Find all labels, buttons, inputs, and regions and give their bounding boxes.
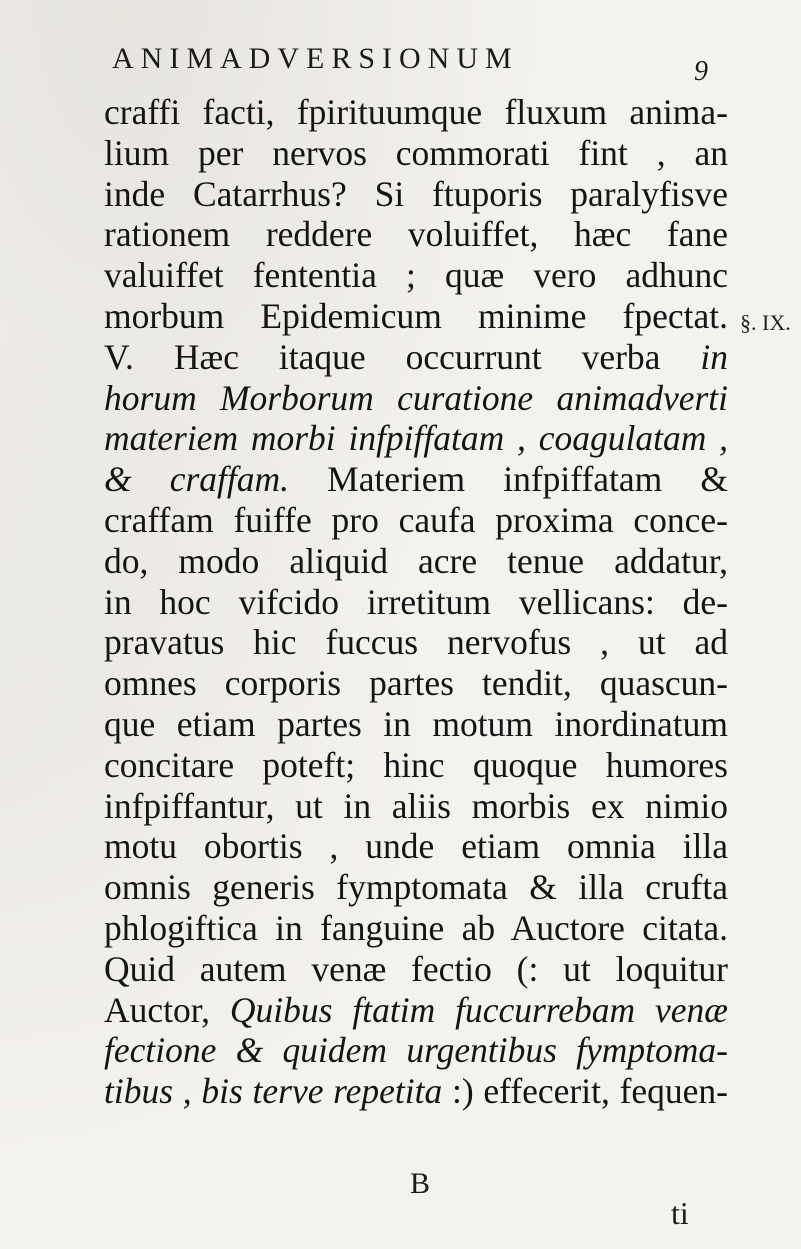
text-run: inde Catarrhus? Si ftuporis paralyfisve [104,173,728,214]
margin-section-note: §. IX. [740,310,791,335]
text-run: craffi facti, fpirituumque fluxum anima- [104,92,728,132]
text-run: pravatus hic fuccus nervofus , ut ad [104,622,728,663]
text-run: :) effecerit, fequen- [442,1071,728,1112]
text-line [104,867,728,908]
text-run: phlogiftica in fanguine ab Auctore citata. [104,907,728,948]
text-run: motu obortis , unde etiam omnia illa [104,826,728,867]
text-run: craffam fuiffe pro caufa proxima conce- [104,499,728,540]
text-line [104,908,728,949]
italic-run: in [700,336,728,377]
text-line [104,663,728,704]
text-line [104,990,728,1031]
text-run: Auctor, [104,989,230,1030]
text-run: rationem reddere voluiffet, hæc fane [104,214,728,255]
text-run: lium per nervos commorati fint , an [104,132,728,173]
text-run: omnis generis fymptomata & illa crufta [104,867,728,908]
catchword: ti [671,1195,689,1231]
italic-run: & craffam. [104,459,290,500]
text-run: in hoc vifcido irretitum vellicans: de- [104,581,728,622]
text-run: Materiem infpiffatam & [289,459,728,500]
italic-run: tibus , bis terve repetita [104,1071,443,1112]
text-line [104,92,728,133]
text-line [104,500,728,541]
text-line [104,378,728,419]
text-line [104,337,728,378]
text-line [104,214,728,255]
text-line [104,622,728,663]
text-run: valuiffet fententia ; quæ vero adhunc [104,255,728,296]
text-line [104,1030,728,1071]
text-run: Quid autem venæ fectio (: ut loquitur [104,948,728,989]
text-line [104,582,728,623]
text-line [104,1071,728,1112]
text-line [104,459,728,500]
text-run: infpiffantur, ut in aliis morbis ex nimio [104,785,728,826]
text-line [104,255,728,296]
text-line [104,174,728,215]
italic-run: materiem morbi infpiffatam , coagulatam , [104,418,728,459]
text-line [104,541,728,582]
signature-mark: B [410,1167,431,1200]
italic-run: fectione & quidem urgentibus fymptoma- [104,1030,728,1071]
text-run: V. Hæc itaque occurrunt verba [104,336,701,377]
text-run: morbum Epidemicum minime fpectat. [104,295,728,336]
text-run: do, modo aliquid acre tenue addatur, [104,540,728,581]
text-line [104,296,728,337]
text-line [104,949,728,990]
text-line [104,418,728,459]
body-text [104,92,728,1112]
text-line [104,704,728,745]
italic-run: Quibus ftatim fuccurrebam venæ [229,989,728,1030]
text-line [104,786,728,827]
text-run: que etiam partes in motum inordinatum [104,703,728,744]
text-run: concitare poteft; hinc quoque humores [104,744,728,785]
italic-run: horum Morborum curatione animadverti [104,377,728,418]
text-run: omnes corporis partes tendit, quascun- [104,663,728,704]
text-line [104,745,728,786]
text-line [104,826,728,867]
running-head: ANIMADVERSIONUM [112,42,519,75]
text-line [104,133,728,174]
page-number: 9 [694,56,708,87]
